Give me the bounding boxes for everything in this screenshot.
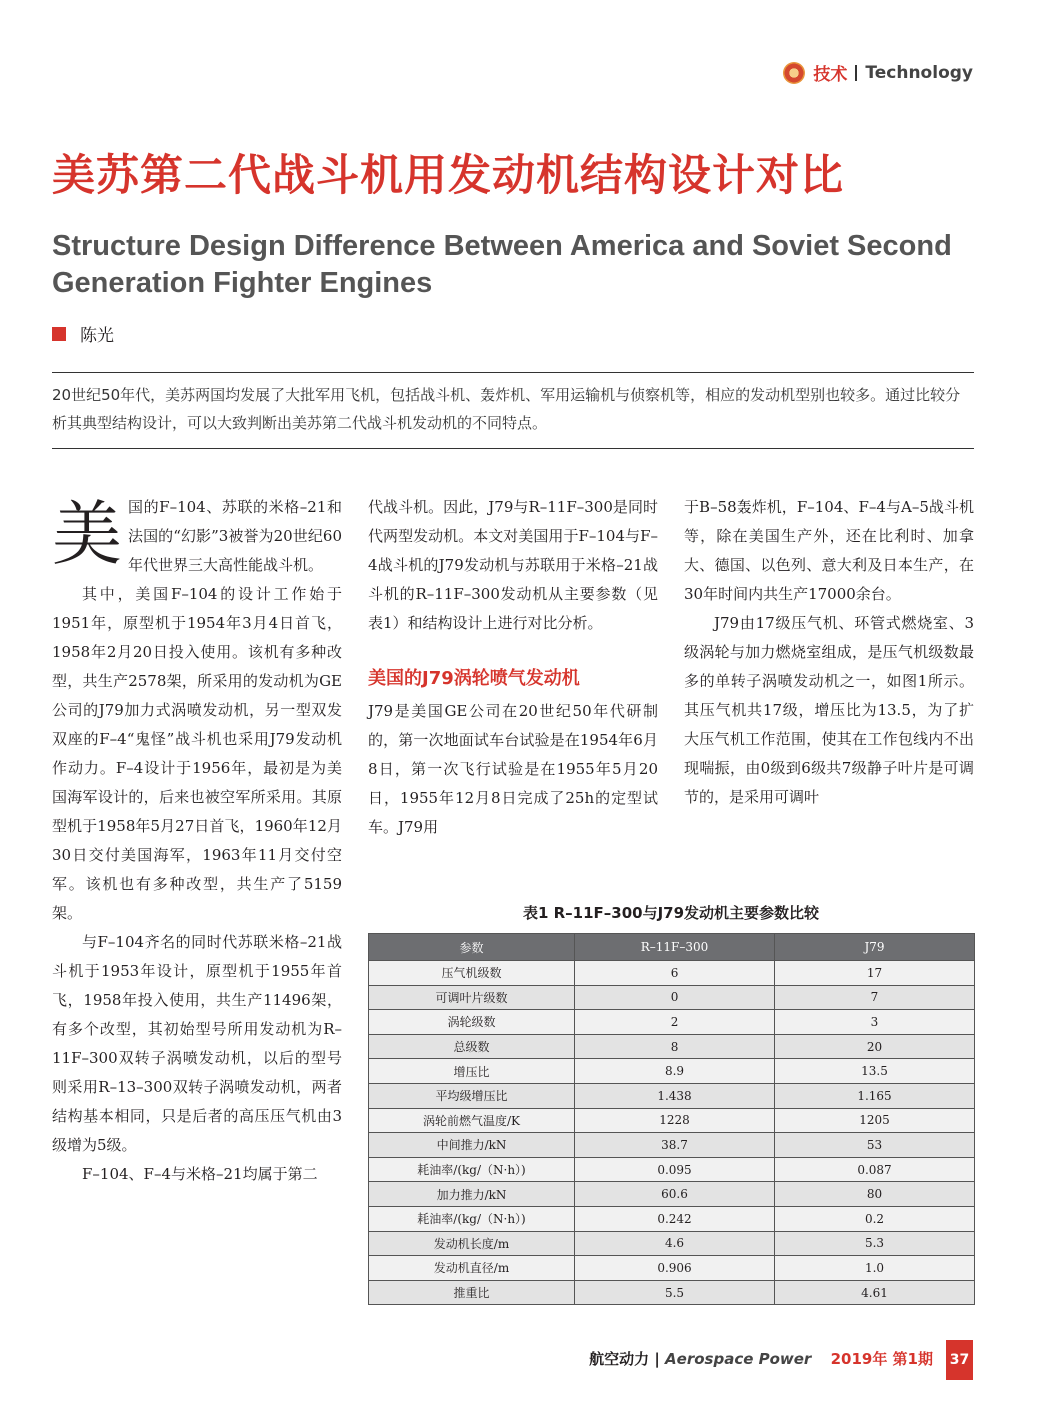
table-cell: 1.438 xyxy=(575,1083,775,1108)
footer: 航空动力 | Aerospace Power 2019年 第1期 xyxy=(589,1350,933,1368)
table-cell: 1228 xyxy=(575,1108,775,1133)
table-row xyxy=(369,1108,975,1133)
journal-name-en: Aerospace Power xyxy=(665,1350,812,1368)
journal-name-cn: 航空动力 xyxy=(589,1350,650,1368)
column-header: J79 xyxy=(775,934,975,961)
column-header: 参数 xyxy=(369,934,575,961)
author-name: 陈光 xyxy=(80,326,114,346)
column-header: R–11F–300 xyxy=(575,934,775,961)
body-column-2 xyxy=(368,493,658,842)
table-cell: 平均级增压比 xyxy=(369,1083,575,1108)
table-cell: 5.3 xyxy=(775,1231,975,1256)
table-cell: 1205 xyxy=(775,1108,975,1133)
table-cell: 总级数 xyxy=(369,1034,575,1059)
table-row xyxy=(369,1133,975,1158)
table-cell: 2 xyxy=(575,1010,775,1035)
table-cell: 60.6 xyxy=(575,1182,775,1207)
paragraph: J79是美国GE公司在20世纪50年代研制的，第一次地面试车台试验是在1954年6月8日，第一次飞行试验是在1955年5月20日，1955年12月8日完成了25h的定型试车。J79用 xyxy=(368,702,658,836)
table-cell: 0.087 xyxy=(775,1157,975,1182)
parameter-table xyxy=(368,933,975,1305)
table-cell: 53 xyxy=(775,1133,975,1158)
section-header xyxy=(783,60,973,85)
table-cell: 3 xyxy=(775,1010,975,1035)
table-cell: 涡轮前燃气温度/K xyxy=(369,1108,575,1133)
table-cell: 5.5 xyxy=(575,1280,775,1305)
body-column-3 xyxy=(684,493,974,812)
divider xyxy=(855,65,857,81)
table-cell: 压气机级数 xyxy=(369,961,575,986)
abstract-bottom-rule xyxy=(52,448,974,449)
table-row xyxy=(369,985,975,1010)
paragraph: 于B–58轰炸机，F–104、F–4与A–5战斗机等，除在美国生产外，还在比利时、加拿大、德国、以色列、意大利及日本生产，在30年时间内共生产17000余台。 xyxy=(684,498,974,603)
table-cell: 6 xyxy=(575,961,775,986)
table-cell: 1.165 xyxy=(775,1083,975,1108)
page-number: 37 xyxy=(946,1340,973,1380)
table-row xyxy=(369,1256,975,1281)
section-heading: 美国的J79涡轮喷气发动机 xyxy=(368,668,580,689)
table-row xyxy=(369,1182,975,1207)
table-cell: 耗油率/(kg/（N·h）) xyxy=(369,1206,575,1231)
paragraph: 国的F–104、苏联的米格–21和法国的“幻影”3被誉为20世纪60年代世界三大高性能战斗机。 xyxy=(128,498,342,574)
table-cell: 8.9 xyxy=(575,1059,775,1084)
paragraph: J79由17级压气机、环管式燃烧室、3级涡轮与加力燃烧室组成，是压气机级数最多的单转子涡喷发动机之一，如图1所示。其压气机共17级，增压比为13.5，为了扩大压气机工作范围，使其在工作包线内不出现喘振，由0级到6级共7级静子叶片是可调节的，是采用可调叶 xyxy=(684,614,974,806)
table-row xyxy=(369,1010,975,1035)
table-row xyxy=(369,1206,975,1231)
table-cell: 推重比 xyxy=(369,1280,575,1305)
title-en: Structure Design Difference Between America and Soviet Second Generation Fighter Engines xyxy=(52,230,952,299)
table-cell: 加力推力/kN xyxy=(369,1182,575,1207)
table-cell: 8 xyxy=(575,1034,775,1059)
table-row xyxy=(369,1083,975,1108)
author-marker-icon xyxy=(52,327,66,341)
drop-cap: 美 xyxy=(52,493,122,575)
table-cell: 0 xyxy=(575,985,775,1010)
table-cell: 80 xyxy=(775,1182,975,1207)
table-caption: 表1 R–11F–300与J79发动机主要参数比较 xyxy=(522,904,820,922)
table-row xyxy=(369,961,975,986)
table-cell: 4.6 xyxy=(575,1231,775,1256)
table-cell: 7 xyxy=(775,985,975,1010)
table-cell: 中间推力/kN xyxy=(369,1133,575,1158)
abstract-top-rule xyxy=(52,372,974,373)
journal-logo-icon xyxy=(783,62,805,84)
table-cell: 38.7 xyxy=(575,1133,775,1158)
table-cell: 0.906 xyxy=(575,1256,775,1281)
paragraph: 代战斗机。因此，J79与R–11F–300是同时代两型发动机。本文对美国用于F–104与F–4战斗机的J79发动机与苏联用于米格–21战斗机的R–11F–300发动机从主要参数（见表1）和结构设计上进行对比分析。 xyxy=(368,498,658,632)
table-header-row xyxy=(369,934,975,961)
table-cell: 0.095 xyxy=(575,1157,775,1182)
table-cell: 发动机长度/m xyxy=(369,1231,575,1256)
table-cell: 13.5 xyxy=(775,1059,975,1084)
issue-label: 2019年 第1期 xyxy=(830,1350,933,1368)
table-cell: 可调叶片级数 xyxy=(369,985,575,1010)
table-cell: 1.0 xyxy=(775,1256,975,1281)
section-label-cn: 技术 xyxy=(813,65,848,85)
paragraph: 与F–104齐名的同时代苏联米格–21战斗机于1953年设计，原型机于1955年首飞，1958年投入使用，共生产11496架，有多个改型，其初始型号所用发动机为R–11F–300双转子涡喷发动机，以后的型号则采用R–13–300双转子涡喷发动机，两者结构基本相同，只是后者的高压压气机由3级增为5级。 xyxy=(52,933,342,1154)
table-row xyxy=(369,1231,975,1256)
table-cell: 增压比 xyxy=(369,1059,575,1084)
paragraph: F–104、F–4与米格–21均属于第二 xyxy=(82,1165,318,1183)
table-row xyxy=(369,1034,975,1059)
paragraph: 其中，美国F–104的设计工作始于1951年，原型机于1954年3月4日首飞，1958年2月20日投入使用。该机有多种改型，共生产2578架，所采用的发动机为GE公司的J79加力式涡喷发动机，另一型双发双座的F–4“鬼怪”战斗机也采用J79发动机作动力。F–4设计于1956年，最初是为美国海军设计的，后来也被空军所采用。其原型机于1958年5月27日首飞，1960年12月30日交付美国海军，1963年11月交付空军。该机也有多种改型，共生产了5159架。 xyxy=(52,585,342,922)
table-cell: 涡轮级数 xyxy=(369,1010,575,1035)
section-label-en: Technology xyxy=(865,62,973,83)
table-cell: 4.61 xyxy=(775,1280,975,1305)
table-row xyxy=(369,1157,975,1182)
table-cell: 20 xyxy=(775,1034,975,1059)
table-cell: 耗油率/(kg/（N·h）) xyxy=(369,1157,575,1182)
table-cell: 17 xyxy=(775,961,975,986)
table-row xyxy=(369,1059,975,1084)
abstract: 20世纪50年代，美苏两国均发展了大批军用飞机，包括战斗机、轰炸机、军用运输机与侦察机等，相应的发动机型别也较多。通过比较分析其典型结构设计，可以大致判断出美苏第二代战斗机发动机的不同特点。 xyxy=(52,386,961,432)
table-row xyxy=(369,1280,975,1305)
title-cn: 美苏第二代战斗机用发动机结构设计对比 xyxy=(52,151,844,201)
table-cell: 0.242 xyxy=(575,1206,775,1231)
author-line xyxy=(52,321,114,346)
table-cell: 发动机直径/m xyxy=(369,1256,575,1281)
table-cell: 0.2 xyxy=(775,1206,975,1231)
body-column-1 xyxy=(52,493,342,1189)
